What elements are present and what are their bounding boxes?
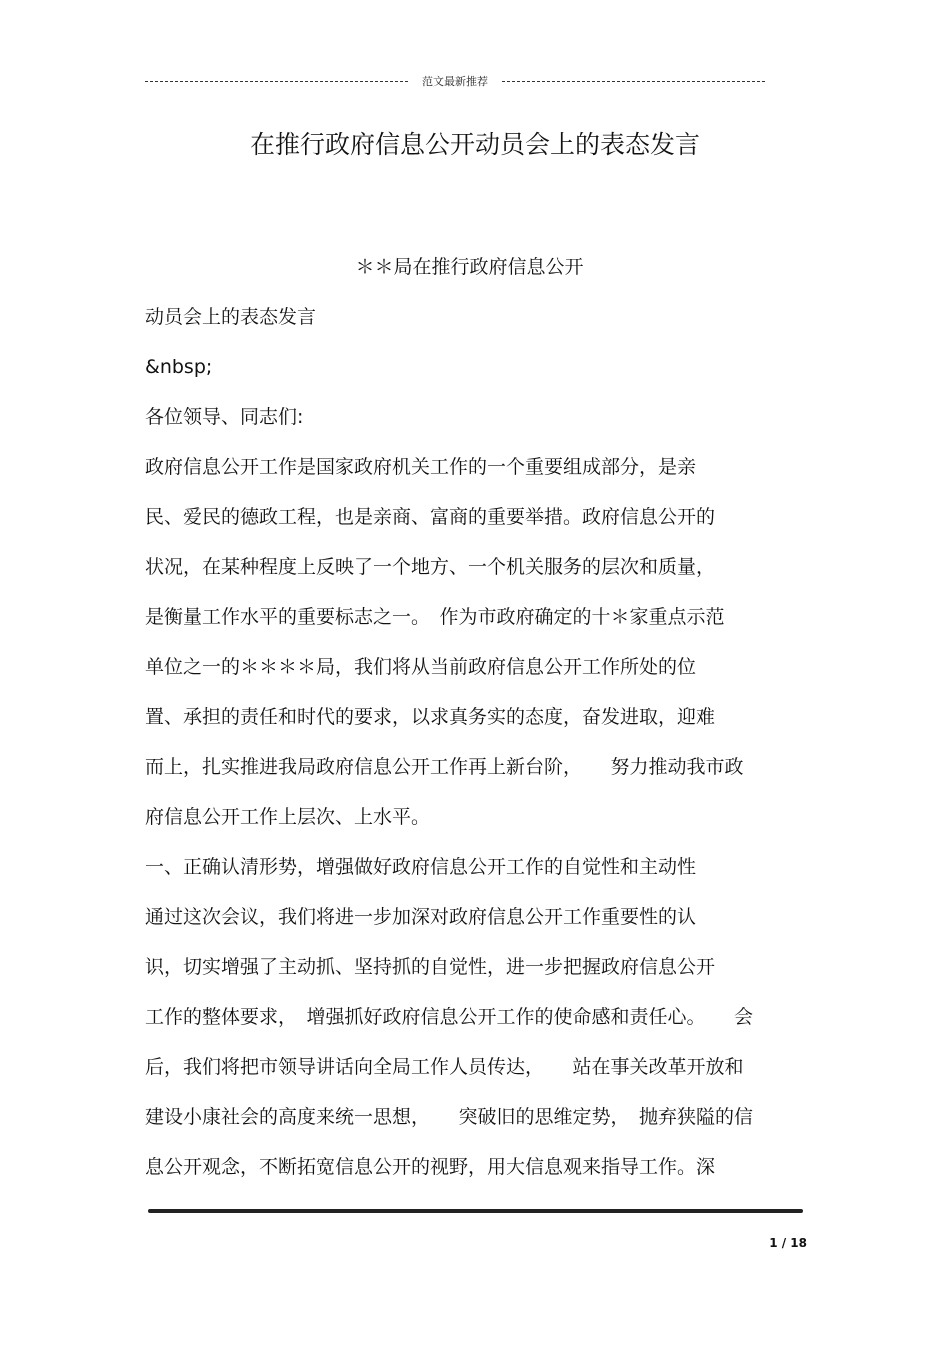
footer-divider (148, 1209, 803, 1213)
body-line: 而上，扎实推进我局政府信息公开工作再上新台阶， 努力推动我市政 (145, 756, 744, 778)
page-number: 1 / 18 (769, 1236, 807, 1250)
body-line: 府信息公开工作上层次、上水平。 (145, 806, 431, 828)
body-line: &nbsp; (145, 356, 213, 378)
body-line: 建设小康社会的高度来统一思想， 突破旧的思维定势， 抛弃狭隘的信 (145, 1106, 754, 1128)
body-line: 通过这次会议，我们将进一步加深对政府信息公开工作重要性的认 (145, 906, 697, 928)
body-line: 状况，在某种程度上反映了一个地方、一个机关服务的层次和质量， (145, 556, 716, 578)
body-line: 政府信息公开工作是国家政府机关工作的一个重要组成部分，是亲 (145, 456, 697, 478)
body-line: 是衡量工作水平的重要标志之一。 作为市政府确定的十＊家重点示范 (145, 606, 725, 628)
body-line: 民、爱民的德政工程，也是亲商、富商的重要举措。政府信息公开的 (145, 506, 716, 528)
document-body (145, 248, 810, 1198)
subtitle-line: ＊＊局在推行政府信息公开 (355, 256, 584, 278)
body-line: 置、承担的责任和时代的要求，以求真务实的态度，奋发进取，迎难 (145, 706, 716, 728)
body-line: 单位之一的＊＊＊＊局，我们将从当前政府信息公开工作所处的位 (145, 656, 697, 678)
document-title: 在推行政府信息公开动员会上的表态发言 (249, 130, 700, 159)
subtitle-line-2: 动员会上的表态发言 (145, 306, 317, 328)
body-line: 识，切实增强了主动抓、坚持抓的自觉性，进一步把握政府信息公开 (145, 956, 716, 978)
section-heading: 一、正确认清形势，增强做好政府信息公开工作的自觉性和主动性 (145, 856, 697, 878)
header-dashes-right (502, 81, 765, 82)
header-dashes-left (145, 81, 408, 82)
body-line: 息公开观念，不断拓宽信息公开的视野，用大信息观来指导工作。深 (145, 1156, 716, 1178)
body-line: 工作的整体要求， 增强抓好政府信息公开工作的使命感和责任心。 会 (145, 1006, 754, 1028)
salutation: 各位领导、同志们: (145, 406, 304, 428)
page-header (145, 72, 765, 90)
header-banner: 范文最新推荐 (422, 75, 488, 88)
body-line: 后，我们将把市领导讲话向全局工作人员传达， 站在事关改革开放和 (145, 1056, 744, 1078)
